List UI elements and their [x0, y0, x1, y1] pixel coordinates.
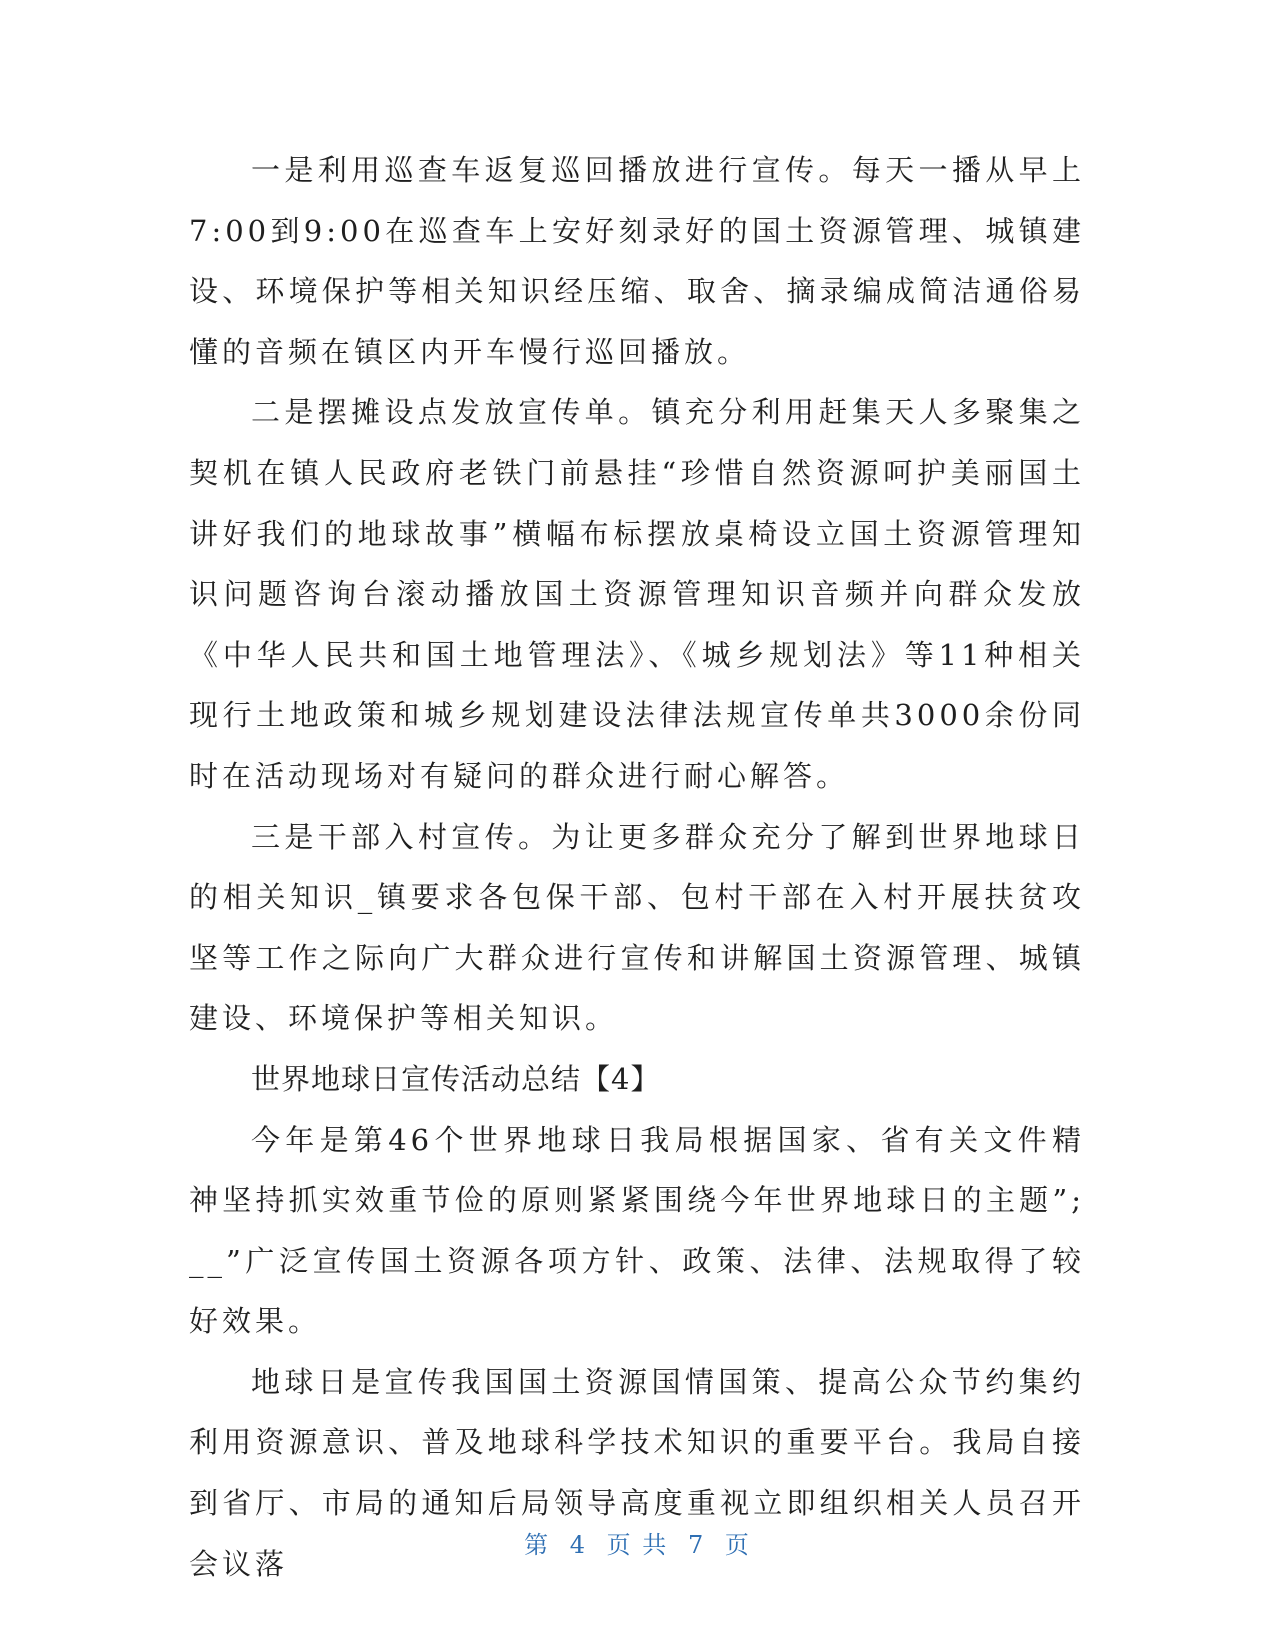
paragraph-patrol-car: 一是利用巡查车返复巡回播放进行宣传。每天一播从早上7:00到9:00在巡查车上安好刻录好的国土资源管理、城镇建设、环境保护等相关知识经压缩、取舍、摘录编成简洁通俗易懂的音频在镇区内开车慢行巡回播放。 [189, 153, 1085, 369]
document-body [189, 140, 1085, 1594]
footer-middle: 页 共 [606, 1531, 669, 1559]
footer-total-pages: 7 [687, 1531, 706, 1559]
paragraph-earth-day-platform: 地球日是宣传我国国土资源国情国策、提高公众节约集约利用资源意识、普及地球科学技术知识的重要平台。我局自接到省厅、市局的通知后局领导高度重视立即组织相关人员召开会议落 [189, 1364, 1085, 1581]
footer-suffix: 页 [724, 1531, 751, 1559]
paragraph-46th-earth-day: 今年是第46个世界地球日我局根据国家、省有关文件精神坚持抓实效重节俭的原则紧紧围绕今年世界地球日的主题”;__”广泛宣传国土资源各项方针、政策、法律、法规取得了较好效果。 [189, 1122, 1085, 1339]
paragraph-cadres-villages: 三是干部入村宣传。为让更多群众充分了解到世界地球日的相关知识_镇要求各包保干部、包村干部在入村开展扶贫攻坚等工作之际向广大群众进行宣传和讲解国土资源管理、城镇建设、环境保护等相关知识。 [189, 819, 1085, 1036]
footer-current-page: 4 [569, 1531, 588, 1559]
paragraph-stall-leaflets: 二是摆摊设点发放宣传单。镇充分利用赶集天人多聚集之契机在镇人民政府老铁门前悬挂“珍惜自然资源呵护美丽国土讲好我们的地球故事”横幅布标摆放桌椅设立国土资源管理知识问题咨询台滚动播放国土资源管理知识音频并向群众发放《中华人民共和国土地管理法》、《城乡规划法》等11种相关现行土地政策和城乡规划建设法律法规宣传单共3000余份同时在活动现场对有疑问的群众进行耐心解答。 [189, 395, 1085, 793]
page-number-footer [0, 1530, 1275, 1560]
footer-prefix: 第 [524, 1531, 551, 1559]
section-heading: 世界地球日宣传活动总结【4】 [251, 1061, 661, 1096]
